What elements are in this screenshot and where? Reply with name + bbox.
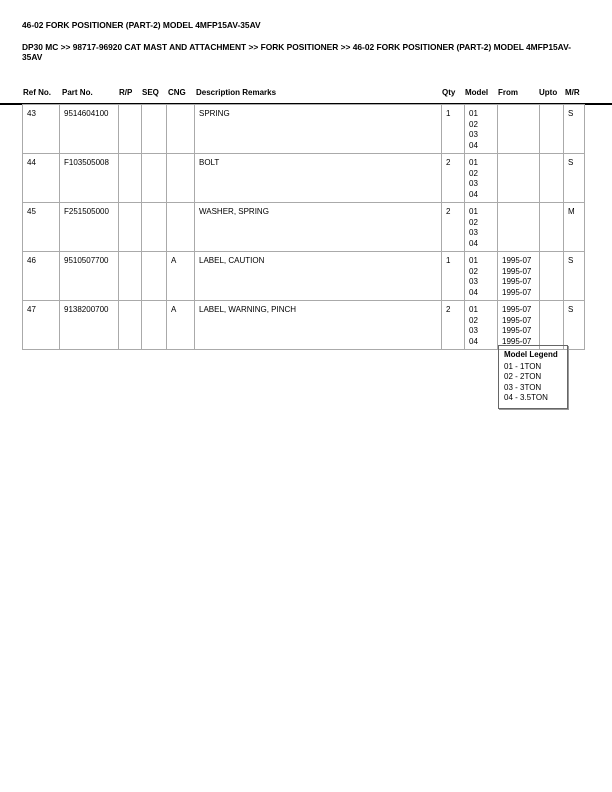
col-cng: CNG (168, 88, 186, 97)
cell-model-line: 01 (469, 256, 478, 265)
cell-from (498, 203, 540, 252)
cell-cng: A (167, 301, 195, 350)
cell-upto (540, 105, 564, 154)
cell-upto (540, 154, 564, 203)
cell-model-line: 02 (469, 119, 478, 129)
col-part: Part No. (62, 88, 93, 97)
cell-rp (119, 252, 142, 301)
col-model: Model (465, 88, 489, 97)
cell-model-line: 02 (469, 217, 478, 227)
legend-item: 02 - 2TON (504, 372, 542, 381)
cell-rp (119, 105, 142, 154)
cell-cng (167, 203, 195, 252)
col-ref: Ref No. (23, 88, 51, 97)
cell-model-line: 01 (469, 207, 478, 216)
cell-model-line: 02 (469, 266, 478, 276)
table-row (23, 252, 585, 301)
cell-model-line: 03 (469, 228, 478, 237)
cell-model-line: 04 (469, 140, 478, 150)
cell-qty: 2 (442, 154, 465, 203)
cell-part-no: 9510507700 (60, 252, 119, 301)
table-header (0, 88, 612, 105)
cell-ref: 47 (23, 301, 60, 350)
cell-cng (167, 105, 195, 154)
cell-description: LABEL, WARNING, PINCH (195, 301, 442, 350)
cell-qty: 1 (442, 105, 465, 154)
legend-item: 04 - 3.5TON (504, 393, 548, 402)
table-row (23, 301, 585, 350)
cell-description: BOLT (195, 154, 442, 203)
cell-model-line: 04 (469, 336, 478, 346)
cell-from (498, 252, 540, 301)
cell-model-line: 04 (469, 189, 478, 199)
cell-from (498, 301, 540, 350)
cell-from-line: 1995-07 (502, 315, 532, 325)
col-upto: Upto (539, 88, 558, 97)
cell-mr: S (564, 105, 585, 154)
cell-rp (119, 203, 142, 252)
cell-seq (142, 105, 167, 154)
col-seq: SEQ (142, 88, 159, 97)
cell-model (465, 252, 498, 301)
cell-seq (142, 301, 167, 350)
cell-model-line: 03 (469, 326, 478, 335)
legend-item: 03 - 3TON (504, 382, 542, 392)
cell-mr: S (564, 252, 585, 301)
cell-upto (540, 252, 564, 301)
cell-cng (167, 154, 195, 203)
cell-model-line: 02 (469, 315, 478, 325)
cell-model-line: 04 (469, 238, 478, 248)
cell-model-line: 04 (469, 287, 478, 297)
table-row (23, 154, 585, 203)
cell-from-line: 1995-07 (502, 305, 532, 314)
cell-qty: 1 (442, 252, 465, 301)
cell-upto (540, 203, 564, 252)
cell-part-no: F103505008 (60, 154, 119, 203)
cell-rp (119, 301, 142, 350)
col-mr: M/R (565, 88, 580, 97)
cell-model-line: 03 (469, 179, 478, 188)
cell-model-line: 02 (469, 168, 478, 178)
parts-table (22, 104, 585, 350)
cell-model-line: 01 (469, 158, 478, 167)
cell-model-line: 03 (469, 130, 478, 139)
cell-from-line: 1995-07 (502, 256, 532, 265)
cell-from (498, 154, 540, 203)
cell-from (498, 105, 540, 154)
cell-model-line: 03 (469, 277, 478, 286)
cell-part-no: F251505000 (60, 203, 119, 252)
cell-from-line: 1995-07 (502, 287, 532, 297)
cell-rp (119, 154, 142, 203)
legend-title: Model Legend (504, 350, 558, 359)
cell-mr: S (564, 301, 585, 350)
cell-seq (142, 203, 167, 252)
cell-from-line: 1995-07 (502, 336, 532, 346)
col-qty: Qty (442, 88, 456, 97)
cell-model (465, 154, 498, 203)
cell-qty: 2 (442, 301, 465, 350)
cell-description: LABEL, CAUTION (195, 252, 442, 301)
breadcrumb: DP30 MC >> 98717-96920 CAT MAST AND ATTACHMENT >> FORK POSITIONER >> 46-02 FORK POSITIONER (PART-2) MODEL 4MFP15AV-35AV (22, 42, 571, 62)
cell-model (465, 105, 498, 154)
table-row (23, 105, 585, 154)
cell-from-line: 1995-07 (502, 326, 532, 335)
cell-ref: 45 (23, 203, 60, 252)
cell-qty: 2 (442, 203, 465, 252)
table-row (23, 203, 585, 252)
cell-ref: 43 (23, 105, 60, 154)
cell-from-line: 1995-07 (502, 266, 532, 276)
col-from: From (498, 88, 518, 97)
cell-seq (142, 252, 167, 301)
cell-model-line: 01 (469, 305, 478, 314)
model-legend (498, 345, 568, 409)
cell-from-line: 1995-07 (502, 277, 532, 286)
cell-mr: S (564, 154, 585, 203)
cell-seq (142, 154, 167, 203)
cell-model (465, 203, 498, 252)
cell-cng: A (167, 252, 195, 301)
page-title: 46-02 FORK POSITIONER (PART-2) MODEL 4MFP15AV-35AV (22, 20, 261, 30)
cell-model (465, 301, 498, 350)
cell-part-no: 9138200700 (60, 301, 119, 350)
col-rp: R/P (119, 88, 133, 97)
cell-description: WASHER, SPRING (195, 203, 442, 252)
cell-part-no: 9514604100 (60, 105, 119, 154)
legend-item: 01 - 1TON (504, 361, 542, 371)
cell-upto (540, 301, 564, 350)
cell-description: SPRING (195, 105, 442, 154)
cell-ref: 46 (23, 252, 60, 301)
col-desc: Description Remarks (196, 88, 277, 97)
cell-model-line: 01 (469, 109, 478, 118)
cell-mr: M (564, 203, 585, 252)
cell-ref: 44 (23, 154, 60, 203)
